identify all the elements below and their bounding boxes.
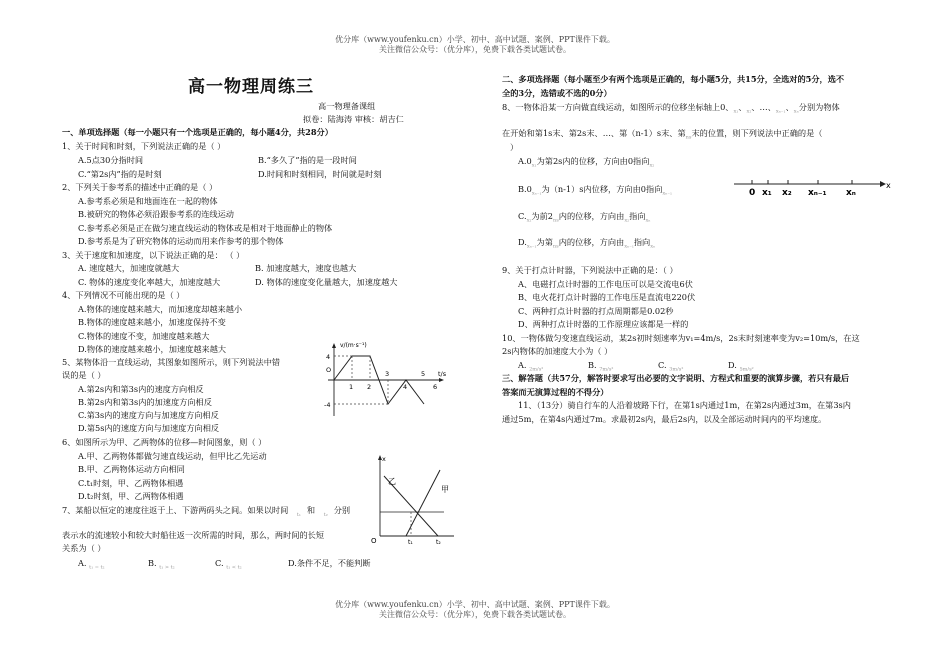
q9-option-c: C、两种打点计时器的打点周期都是0.02秒 [518, 306, 674, 316]
q7-option-a-label: A. [78, 558, 87, 568]
header-line-2: 关注微信公众号：（优分库），免费下载各类试题试卷。 [379, 45, 571, 54]
question-4: 4、下列情况不可能出现的是（ ） [62, 290, 185, 300]
q9-option-d: D、两种打点计时器的工作原理应该都是一样的 [518, 319, 689, 329]
q6-label-yi: 乙 [388, 477, 396, 486]
q8-xn1: xₙ₋₁ [775, 108, 786, 115]
q8c-sym: x₂ [526, 217, 532, 224]
q8a-sym2: x₂ [649, 162, 655, 169]
q5-origin: O [326, 366, 332, 374]
q2-option-b: B.被研究的物体必须沿跟参考系的连线运动 [78, 209, 234, 219]
q4-option-b: B.物体的速度越来越小，加速度保持不变 [78, 317, 226, 327]
q5-y-4: 4 [326, 353, 331, 361]
axis-label-xn: xₙ [846, 188, 856, 198]
question-6: 6、如图所示为甲、乙两物体的位移—时间图象，则（ ） [62, 437, 267, 447]
q8-sep-2: 、…、 [751, 102, 776, 112]
q6-option-c: C.t₁时刻，甲、乙两物体相遇 [78, 478, 184, 488]
q6-origin: O [371, 537, 377, 545]
page-footer [0, 600, 950, 620]
axis-label-x2: x₂ [782, 188, 792, 198]
section-3-heading-cont: 答案而无演算过程的不得分） [502, 387, 609, 397]
q7-option-d: D.条件不足，不能判断 [288, 558, 371, 568]
q5-y-neg4: -4 [324, 401, 331, 409]
question-7-cont2: 关系为（ ） [62, 543, 106, 553]
q3-option-b: B. 加速度越大，速度也越大 [255, 263, 357, 273]
axis-label-0: 0 [749, 188, 756, 198]
q7-text-2: 和 [306, 505, 316, 515]
q8-text-1: 8、一物体沿某一方向做直线运动，如图所示的位移坐标轴上0、 [502, 102, 734, 112]
q6-option-b: B.甲、乙两物体运动方向相同 [78, 464, 185, 474]
question-2: 2、下列关于参考系的描述中正确的是（ ） [62, 182, 218, 192]
q7-option-b-label: B. [148, 558, 157, 568]
q7-t1-symbol: t₁ [296, 511, 301, 518]
q7-option-a-formula: t₁ = t₂ [89, 564, 105, 571]
q8d-4: 指向 [633, 237, 651, 247]
q1-option-c: C.“第2s内”指的是时刻 [78, 169, 162, 179]
q5-tick-3: 3 [385, 370, 390, 378]
q8a-sym: x₁ [531, 162, 537, 169]
q10a-value: 2m/s² [529, 366, 544, 373]
question-5: 5、某物体沿一直线运动，其图象如图所示，则下列说法中错 [62, 357, 281, 367]
q8d-1: D. [518, 237, 527, 247]
q5-xlabel: t/s [438, 370, 447, 378]
q10b-label: B. [588, 360, 597, 370]
doc-authors: 拟卷：陆海涛 审核：胡吉仁 [303, 114, 404, 124]
q7-t2-symbol: t₂ [323, 511, 328, 518]
q5-tick-2: 2 [367, 383, 372, 391]
q8-text-3: 在开始和第1s末、第2s末、…、第（n-1）s末、第 [502, 128, 686, 138]
q6-ylabel: x [382, 455, 386, 463]
q5-option-d: D.第5s内的速度方向与加速度方向相反 [78, 423, 220, 433]
q8-sep-1: 、 [738, 102, 747, 112]
q8b-sym: xₙ₋₁ [531, 190, 542, 197]
q5-ylabel: v/(m·s⁻¹) [340, 342, 367, 349]
section-2-heading-cont: 全的3分，选错或不选的0分） [502, 88, 612, 98]
q8-option-a [518, 157, 654, 169]
q7-option-c [215, 559, 242, 571]
q2-option-a: A.参考系必须是和地面连在一起的物体 [78, 196, 218, 206]
q5-option-c: C.第3s内的速度方向与加速度方向相反 [78, 410, 219, 420]
q5-tick-4: 4 [403, 383, 408, 391]
q7-option-a [78, 559, 105, 571]
axis-label-xn1: xₙ₋₁ [808, 188, 827, 198]
q6-option-d: D.t₂时刻，甲、乙两物体相遇 [78, 491, 184, 501]
q3-option-a: A. 速度越大，加速度就越大 [78, 263, 180, 273]
q2-option-c: C.参考系必须是正在做匀速直线运动的物体或是相对于地面静止的物体 [78, 223, 333, 233]
question-9: 9、关于打点计时器，下列说法中正确的是：（ ） [502, 265, 678, 275]
q8c-2: 为前2 [531, 211, 553, 221]
q8d-2: 为第 [536, 237, 553, 247]
q8c-sym4: xₙ [645, 217, 651, 224]
q1-option-b: B.“多久了”指的是一段时间 [258, 155, 357, 165]
doc-title: 高一物理周练三 [188, 77, 314, 97]
q5-option-a: A.第2s内和第3s内的速度方向相反 [78, 384, 204, 394]
q10-option-b [588, 361, 613, 373]
q5-tick-1: 1 [349, 383, 354, 391]
q6-label-jia: 甲 [441, 485, 449, 494]
axis-label-x: x [886, 181, 891, 190]
header-line-1: 优分库（www.youfenku.cn）小学、初中、高中试题、案例、PPT课件下载。 [335, 35, 615, 44]
q8-option-b [518, 185, 672, 197]
q5-tick-6: 6 [433, 383, 438, 391]
question-10: 10、一物体做匀变速直线运动，某2s初时刻速率为v₁=4m/s，2s末时刻速率变为v₂=10m/s，在这 [502, 333, 860, 343]
q7-option-c-formula: t₁ < t₂ [226, 564, 242, 571]
question-8-cont [502, 129, 822, 141]
q8d-sym2: ns [552, 243, 559, 250]
q8a-1: A.0 [518, 156, 532, 166]
q8b-2: 为（n-1）s内位移，方向由0指向 [541, 184, 663, 194]
q7-option-b-formula: t₁ > t₂ [159, 564, 175, 571]
section-1-heading: 一、单项选择题（每一小题只有一个选项是正确的，每小题4分，共28分） [62, 127, 333, 137]
q8b-sym2: xₙ₋₁ [662, 190, 673, 197]
question-3: 3、关于速度和加速度，以下说法正确的是： （ ） [62, 250, 245, 260]
q4-option-a: A.物体的速度越来越大，而加速度却越来越小 [78, 304, 243, 314]
q7-text-3: 分别 [333, 505, 351, 515]
q8-x1: x₁ [733, 108, 739, 115]
q4-option-d: D.物体的速度越来越小，加速度越来越大 [78, 344, 227, 354]
question-11-cont: 通过5m，在第4s内通过7m。求最初2s内，最后2s内，以及全部运动时间内的平均速度。 [502, 414, 827, 424]
question-7-cont: 表示水的流速较小和较大时船往返一次所需的时间，那么，两时间的长短 [62, 530, 325, 540]
q10-option-c [658, 361, 683, 373]
q8c-4: 指向 [629, 211, 646, 221]
q1-option-d: D.时间和时刻相同，时间就是时刻 [258, 169, 382, 179]
section-2-heading: 二、多项选择题（每小题至少有两个选项是正确的，每小题5分，共15分，全选对的5分，选不 [502, 74, 845, 84]
q8d-sym3: xₙ₋₁ [624, 243, 634, 250]
q9-option-a: A、电磁打点计时器的工作电压可以是交流电6伏 [518, 279, 693, 289]
q3-option-d: D. 物体的速度变化量越大，加速度越大 [255, 277, 398, 287]
q8c-3: 内的位移，方向由 [558, 211, 625, 221]
q2-option-d: D.参考系是为了研究物体的运动而用来作参考的那个物体 [78, 236, 284, 246]
footer-line-2: 关注微信公众号：（优分库），免费下载各类试题试卷。 [379, 610, 571, 619]
q5-option-b: B.第2s内和第3s内的加速度方向相反 [78, 397, 212, 407]
q8-position-axis [734, 176, 894, 200]
section-3-heading: 三、解答题（共57分，解答时要求写出必要的文字说明、方程式和重要的演算步骤，若只有最后 [502, 373, 850, 383]
question-5-cont: 误的是（ ） [62, 370, 106, 380]
q8-x2: x₂ [746, 108, 752, 115]
q6-option-a: A.甲、乙两物体都做匀速直线运动，但甲比乙先运动 [78, 451, 267, 461]
q10a-label: A. [518, 360, 527, 370]
page-header [0, 35, 950, 55]
q8c-sym2: ns [553, 217, 559, 224]
question-10-cont: 2s内物体的加速度大小为（ ） [502, 346, 613, 356]
axis-label-x1: x₁ [762, 188, 772, 198]
q6-t2: t₂ [436, 539, 441, 546]
q8d-sym: xₙ₋₁ [526, 243, 537, 250]
q3-option-c: C. 物体的速度变化率越大，加速度越大 [78, 277, 221, 287]
q10c-label: C. [658, 360, 667, 370]
q8b-1: B.0 [518, 184, 532, 194]
q8-sep-3: 、 [785, 102, 794, 112]
question-8 [502, 103, 840, 115]
q10c-value: 3m/s² [669, 366, 684, 373]
q7-option-c-label: C. [215, 558, 224, 568]
q9-option-b: B、电火花打点计时器的工作电压是直流电220伏 [518, 292, 696, 302]
q8c-1: C. [518, 211, 527, 221]
question-11: 11、（13分）骑自行车的人沿着坡路下行，在第1s内通过1m，在第2s内通过3m，在第3s内 [518, 400, 851, 410]
q10-option-a [518, 361, 543, 373]
q4-option-c: C.物体的速度不变，加速度越来越大 [78, 331, 210, 341]
q5-tick-5: 5 [421, 370, 426, 378]
question-7 [62, 506, 350, 518]
q8-text-4: 末的位置，则下列说法中正确的是（ [691, 128, 823, 138]
q8a-2: 为第2s内的位移，方向由0指向 [536, 156, 650, 166]
doc-group: 高一物理备课组 [318, 101, 376, 111]
q8-option-d [518, 238, 655, 250]
question-1: 1、关于时间和时刻，下列说法正确的是（ ） [62, 141, 226, 151]
q8d-3: 内的位移，方向由 [558, 237, 625, 247]
q8c-sym3: x₂ [624, 217, 630, 224]
q10d-label: D. [728, 360, 737, 370]
footer-line-1: 优分库（www.youfenku.cn）小学、初中、高中试题、案例、PPT课件下载。 [335, 600, 615, 609]
q8d-sym4: xₙ [650, 243, 656, 250]
q5-vt-graph [316, 340, 451, 418]
q1-option-a: A.5点30分指时间 [78, 155, 144, 165]
q7-option-b [148, 559, 175, 571]
question-8-close: ） [510, 142, 519, 152]
q10d-value: 5m/s² [739, 366, 754, 373]
q8-option-c [518, 212, 651, 224]
q8-ns: ns [685, 134, 692, 141]
q8-xn: xₙ [793, 108, 799, 115]
q10b-value: 7m/s² [599, 366, 614, 373]
q6-t1: t₁ [408, 539, 413, 546]
q10-option-d [728, 361, 754, 373]
q7-text-1: 7、某船以恒定的速度往返于上、下游两码头之间。如果以时间 [62, 505, 289, 515]
q6-xt-graph [366, 452, 458, 544]
q8-text-2: 分别为物体 [798, 102, 840, 112]
